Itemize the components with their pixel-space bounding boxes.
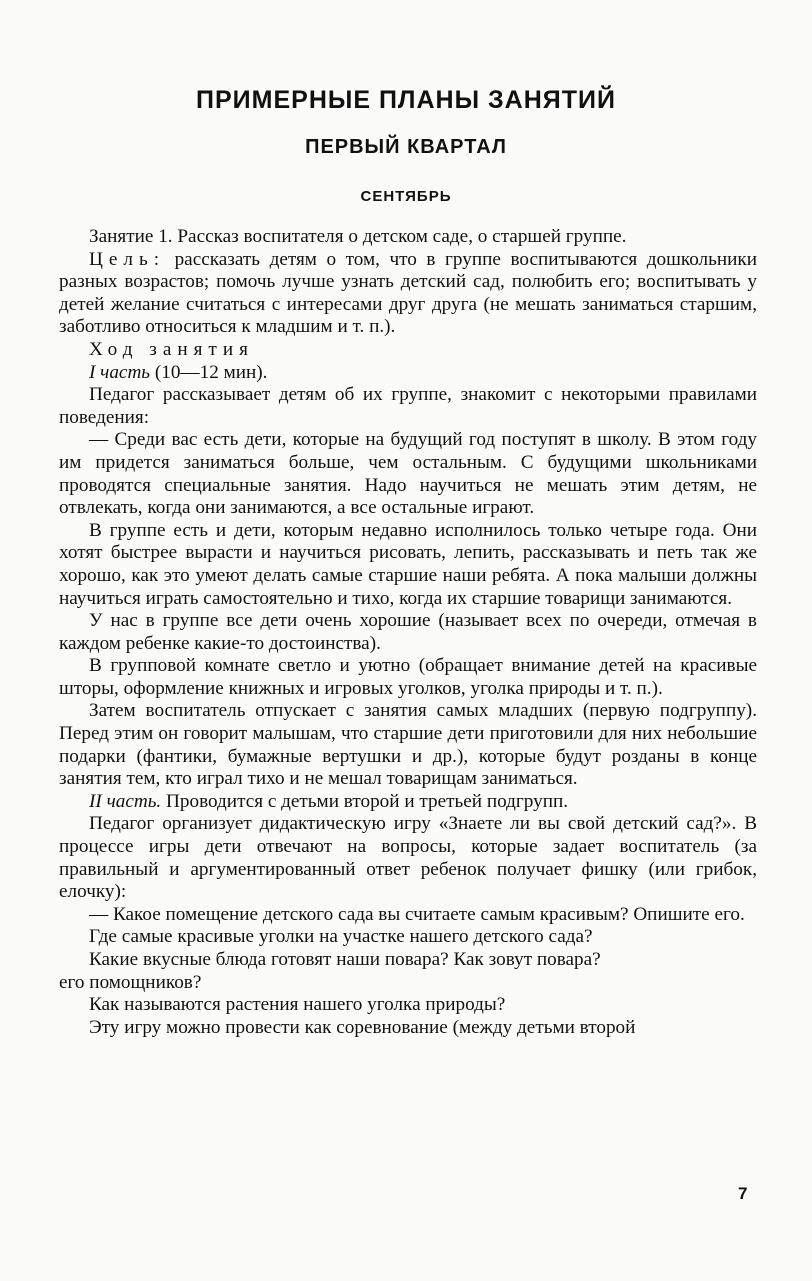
- page-title: ПРИМЕРНЫЕ ПЛАНЫ ЗАНЯТИЙ: [196, 86, 616, 114]
- part2-label: II часть.: [89, 790, 162, 812]
- paragraph: Где самые красивые уголки на участке нашего детского сада?: [89, 926, 593, 948]
- paragraph: Эту игру можно провести как соревнование (между детьми второй: [89, 1016, 636, 1038]
- part1-text: (10—12 мин).: [150, 361, 268, 383]
- paragraph: Как называются растения нашего уголка природы?: [89, 994, 506, 1016]
- paragraph: — Какое помещение детского сада вы считаете самым красивым? Опишите его.: [89, 903, 745, 925]
- paragraph: Затем воспитатель отпускает с занятия самых младших (первую подгруппу). Перед этим он говорит малышам, что старшие дети приготовили для них небольшие подарки (фантики, бумажные вертушки и др.), которые будут розданы в конце занятия тем, кто играл тихо и не мешал товарищам заниматься.: [59, 700, 757, 790]
- month-heading: СЕНТЯБРЬ: [360, 188, 452, 205]
- part1-heading: [59, 362, 757, 385]
- paragraph-continuation: его помощников?: [59, 971, 202, 993]
- part1-label: I часть: [89, 361, 151, 383]
- goal-text: рассказать детям о том, что в группе воспитываются дошкольники разных возрастов; помочь лучше узнать детский сад, полюбить его; воспитывать у детей желание считаться с интересами друг друга (не мешать заниматься старшим, заботливо относиться к младшим и т. п.).: [59, 248, 757, 338]
- paragraph: Педагог рассказывает детям об их группе, знакомит с некоторыми правилами поведения:: [59, 384, 757, 428]
- paragraph: У нас в группе все дети очень хорошие (называет всех по очереди, отмечая в каждом ребенке какие-то достоинства).: [59, 610, 757, 654]
- goal-paragraph: [59, 249, 757, 339]
- lesson-heading: [59, 226, 757, 249]
- goal-label: Цель:: [89, 248, 166, 270]
- part2-text: Проводится с детьми второй и третьей подгрупп.: [161, 790, 569, 812]
- part2-heading: [59, 791, 757, 814]
- lesson-title: Рассказ воспитателя о детском саде, о старшей группе.: [172, 226, 627, 247]
- paragraph: В группе есть и дети, которым недавно исполнилось только четыре года. Они хотят быстрее вырасти и научиться рисовать, лепить, рассказывать и петь так же хорошо, как это умеют делать самые старшие наши ребята. А пока малыши должны научиться играть самостоятельно и тихо, когда их старшие товарищи занимаются.: [59, 519, 757, 609]
- lesson-label: Занятие 1.: [89, 226, 173, 247]
- page-number: 7: [738, 1184, 748, 1203]
- body-text: [59, 226, 757, 1039]
- course-label: Ход занятия: [89, 338, 254, 360]
- section-title: ПЕРВЫЙ КВАРТАЛ: [305, 136, 507, 158]
- paragraph: Педагог организует дидактическую игру «Знаете ли вы свой детский сад?». В процессе игры дети отвечают на вопросы, которые задает воспитатель (за правильный и аргументированный ответ ребенок получает фишку (или грибок, елочку):: [59, 813, 757, 903]
- paragraph: Какие вкусные блюда готовят наши повара? Как зовут повара?: [89, 949, 601, 970]
- paragraph: — Среди вас есть дети, которые на будущий год поступят в школу. В этом году им придется заниматься больше, чем остальным. С будущими школьниками проводятся специальные занятия. Надо научиться не мешать этим детям, не отвлекать, когда они занимаются, а все остальные играют.: [59, 429, 757, 519]
- paragraph: В групповой комнате светло и уютно (обращает внимание детей на красивые шторы, оформление книжных и игровых уголков, уголка природы и т. п.).: [59, 655, 757, 699]
